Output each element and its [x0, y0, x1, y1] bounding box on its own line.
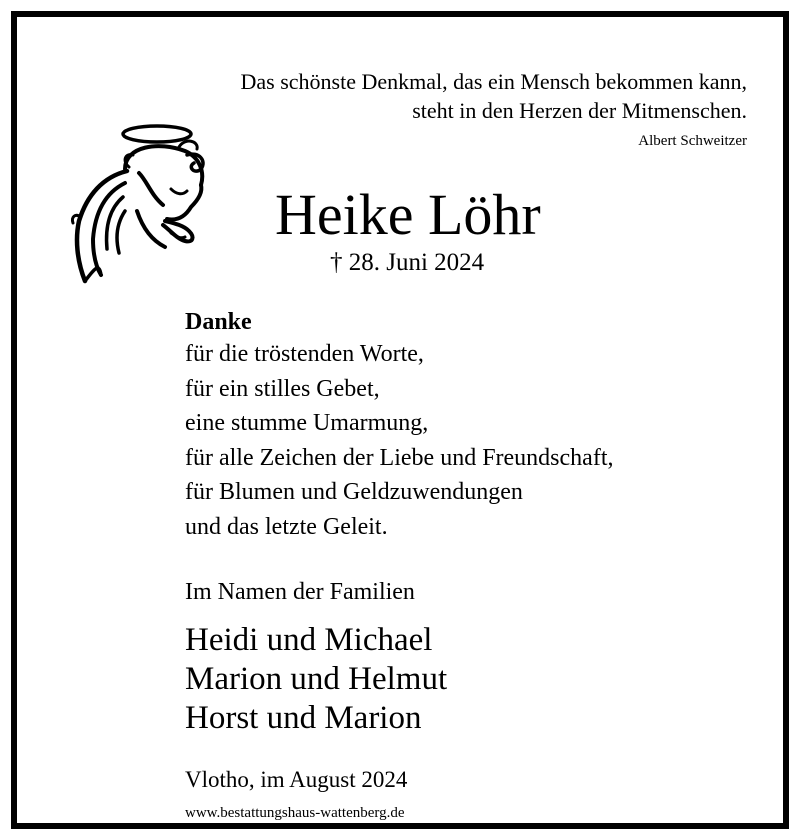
thanks-line: für Blumen und Geldzuwendungen — [185, 479, 523, 505]
death-date: † 28. Juni 2024 — [330, 249, 485, 276]
thanks-block — [185, 307, 613, 544]
quote-line-2: steht in den Herzen der Mitmenschen. — [412, 98, 747, 123]
notice-frame — [11, 11, 789, 829]
family-name: Marion und Helmut — [185, 661, 448, 697]
thanks-title: Danke — [185, 309, 252, 335]
family-name: Heidi und Michael — [185, 622, 433, 658]
angel-icon — [67, 121, 217, 291]
thanks-line: für die tröstenden Worte, — [185, 341, 424, 367]
family-names — [185, 621, 447, 738]
quote-line-1: Das schönste Denkmal, das ein Mensch bekommen kann, — [240, 69, 747, 94]
place-date: Vlotho, im August 2024 — [185, 767, 408, 792]
thanks-line: für alle Zeichen der Liebe und Freundschaft, — [185, 444, 614, 471]
quote-author: Albert Schweitzer — [638, 133, 747, 149]
thanks-line: für ein stilles Gebet, — [185, 375, 380, 402]
family-name: Horst und Marion — [185, 700, 422, 736]
deceased-name: Heike Löhr — [275, 182, 541, 247]
thanks-line: und das letzte Geleit. — [185, 513, 388, 540]
quote-block — [241, 67, 748, 150]
family-intro: Im Namen der Familien — [185, 579, 415, 605]
website-link[interactable]: www.bestattungshaus-wattenberg.de — [185, 805, 405, 821]
thanks-line: eine stumme Umarmung, — [185, 410, 429, 436]
